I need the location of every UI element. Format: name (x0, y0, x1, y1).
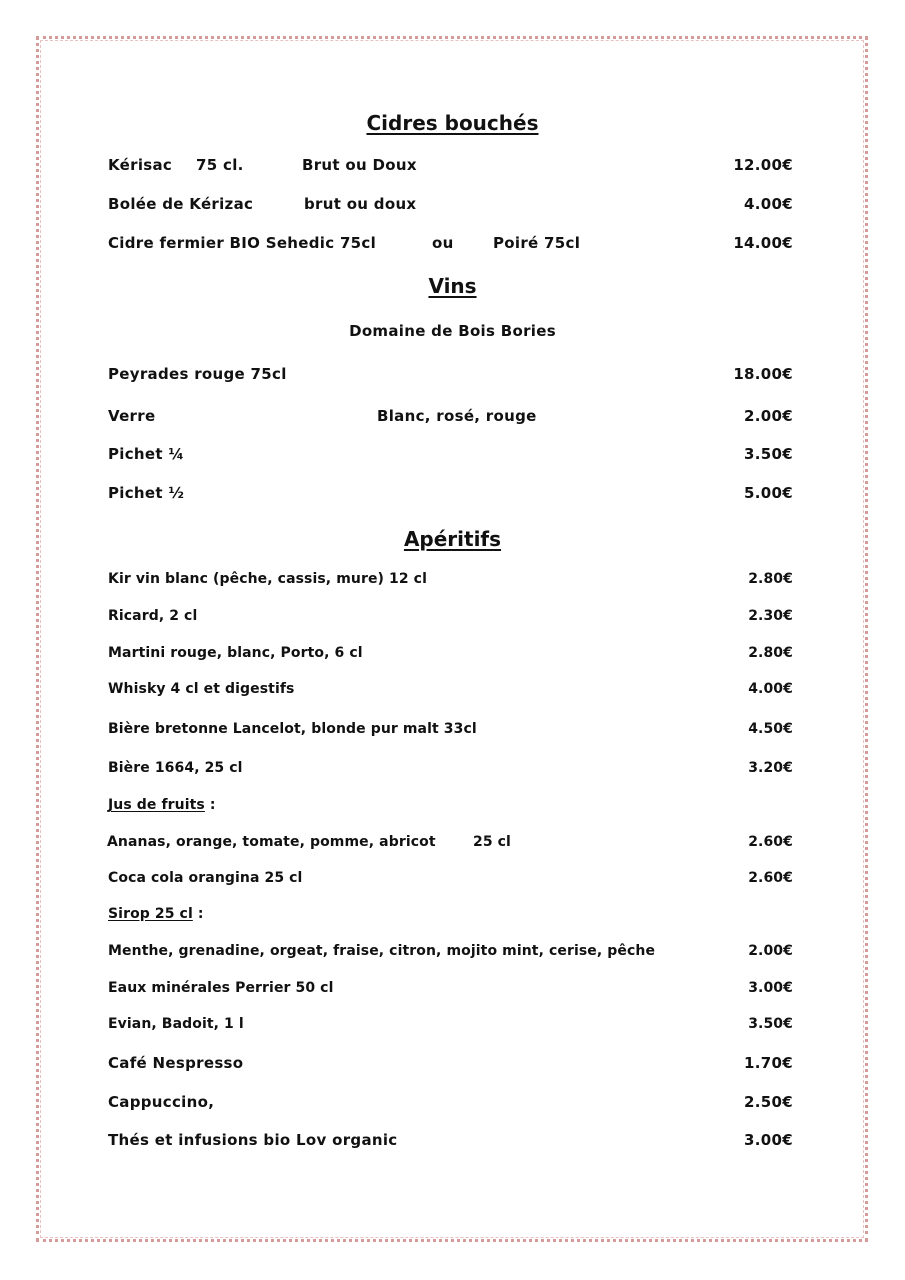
item-verre-name: Verre (108, 407, 156, 425)
item-sirop-price: 2.00€ (748, 943, 793, 959)
subheader-sirop (108, 906, 204, 922)
item-coca-price: 2.60€ (748, 870, 793, 886)
item-ricard-price: 2.30€ (748, 608, 793, 624)
item-fermier-price: 14.00€ (733, 234, 793, 252)
item-pichet-quart-name: Pichet ¼ (108, 445, 185, 463)
item-cafe-price: 1.70€ (744, 1054, 793, 1072)
subheader-sirop-label: Sirop 25 cl (108, 906, 193, 922)
item-coca-name: Coca cola orangina 25 cl (108, 870, 303, 886)
section-title-cidres: Cidres bouchés (366, 111, 539, 135)
section-title-aperitifs: Apéritifs (403, 527, 502, 551)
item-whisky-price: 4.00€ (748, 681, 793, 697)
item-pichet-quart-price: 3.50€ (744, 445, 793, 463)
item-kir-name: Kir vin blanc (pêche, cassis, mure) 12 cl (108, 571, 427, 587)
item-cappuccino-name: Cappuccino, (108, 1093, 215, 1111)
item-fermier-alt: Poiré 75cl (493, 234, 581, 252)
subheader-jus-label: Jus de fruits (108, 797, 205, 813)
item-perrier-name: Eaux minérales Perrier 50 cl (108, 980, 334, 996)
section-title-vins: Vins (428, 274, 477, 298)
item-kerisac-size: 75 cl. (196, 156, 244, 174)
item-bolee-price: 4.00€ (744, 195, 793, 213)
item-kerisac-price: 12.00€ (733, 156, 793, 174)
item-jus-size: 25 cl (473, 834, 511, 850)
subheader-jus-de-fruits (108, 797, 216, 813)
item-cappuccino-price: 2.50€ (744, 1093, 793, 1111)
item-peyrades-price: 18.00€ (733, 365, 793, 383)
item-pichet-demi-price: 5.00€ (744, 484, 793, 502)
item-evian-name: Evian, Badoit, 1 l (108, 1016, 244, 1032)
item-jus-price: 2.60€ (748, 834, 793, 850)
subheader-jus-suffix: : (204, 797, 216, 813)
item-lancelot-name: Bière bretonne Lancelot, blonde pur malt 33cl (108, 721, 477, 737)
item-whisky-name: Whisky 4 cl et digestifs (108, 681, 295, 697)
item-thes-name: Thés et infusions bio Lov organic (108, 1131, 398, 1149)
item-biere1664-name: Bière 1664, 25 cl (108, 760, 243, 776)
item-fermier-or: ou (432, 234, 454, 252)
item-martini-name: Martini rouge, blanc, Porto, 6 cl (108, 645, 363, 661)
item-verre-price: 2.00€ (744, 407, 793, 425)
subheader-sirop-suffix: : (192, 906, 204, 922)
item-fermier-name: Cidre fermier BIO Sehedic 75cl (108, 234, 377, 252)
item-peyrades-name: Peyrades rouge 75cl (108, 365, 287, 383)
item-sirop-name: Menthe, grenadine, orgeat, fraise, citron, mojito mint, cerise, pêche (108, 943, 656, 959)
item-evian-price: 3.50€ (748, 1016, 793, 1032)
item-jus-name: Ananas, orange, tomate, pomme, abricot (107, 834, 436, 850)
item-kerisac-name: Kérisac (108, 156, 173, 174)
item-kir-price: 2.80€ (748, 571, 793, 587)
item-bolee-name: Bolée de Kérizac (108, 195, 254, 213)
item-thes-price: 3.00€ (744, 1131, 793, 1149)
vins-domaine: Domaine de Bois Bories (349, 322, 556, 340)
item-perrier-price: 3.00€ (748, 980, 793, 996)
item-biere1664-price: 3.20€ (748, 760, 793, 776)
item-lancelot-price: 4.50€ (748, 721, 793, 737)
item-bolee-option: brut ou doux (304, 195, 417, 213)
item-martini-price: 2.80€ (748, 645, 793, 661)
item-verre-colors: Blanc, rosé, rouge (377, 407, 537, 425)
item-pichet-demi-name: Pichet ½ (108, 484, 185, 502)
item-kerisac-option: Brut ou Doux (302, 156, 417, 174)
item-ricard-name: Ricard, 2 cl (108, 608, 198, 624)
item-cafe-name: Café Nespresso (108, 1054, 244, 1072)
